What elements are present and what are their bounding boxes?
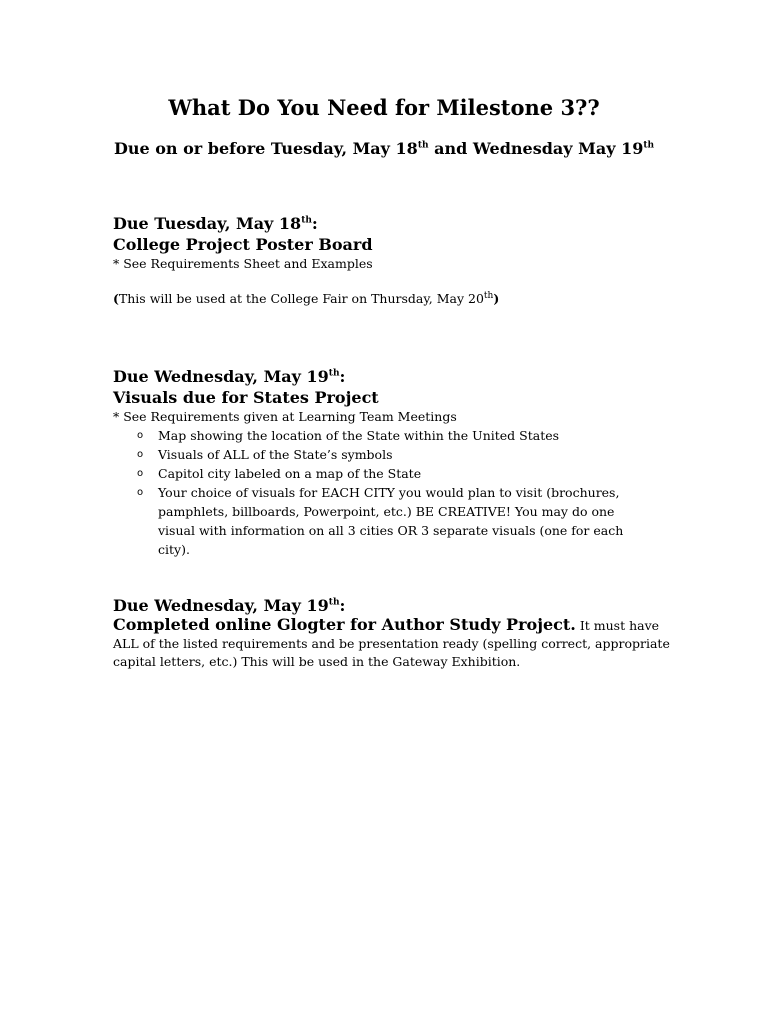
bullet-circle-icon: o [137,487,144,498]
subtitle-sup-1: th [417,140,429,151]
section1-note: * See Requirements Sheet and Examples [113,256,373,271]
section-states-project [113,366,673,559]
bullet-circle-icon: o [137,449,144,460]
section2-due-sup: th [328,368,340,379]
section2-heading: Visuals due for States Project [113,388,379,407]
section3-due-colon: : [339,596,346,615]
list-item-text: Your choice of visuals for EACH CITY you would plan to visit (brochures, pamphlets, billboards, Powerpoint, etc.) BE CREATIVE! You may do one visual with information on all 3 cities OR 3 separate visuals (one for each city). [158,485,624,557]
subtitle-text-2: and Wednesday May 19 [428,139,644,158]
list-item-text: Visuals of ALL of the State’s symbols [158,447,393,462]
section1-paren-text: This will be used at the College Fair on Thursday, May 20 [118,291,484,306]
subtitle-sup-2: th [643,140,655,151]
page-title: What Do You Need for Milestone 3?? [168,95,600,120]
section3-due-text: Due Wednesday, May 19 [113,596,329,615]
section2-note: * See Requirements given at Learning Team Meetings [113,409,457,424]
section3-due-heading [113,595,673,616]
section1-paren-sup: th [483,290,494,301]
section2-due-text: Due Wednesday, May 19 [113,367,329,386]
section-author-study [113,595,673,671]
list-item-text: Map showing the location of the State within the United States [158,428,560,443]
section1-paren-close: ) [493,291,500,306]
list-item [113,426,628,445]
section1-heading: College Project Poster Board [113,235,373,254]
section3-paragraph [113,616,673,671]
section3-body: It must have ALL of the listed requirements and be presentation ready (spelling correct, appropriate capital letters, etc.) This will be used in the Gateway Exhibition. [113,618,670,669]
list-item-text: Capitol city labeled on a map of the State [158,466,422,481]
list-item [113,483,628,559]
bullet-circle-icon: o [137,430,144,441]
section1-due-heading [113,213,673,234]
section2-due-heading [113,366,673,387]
section3-heading: Completed online Glogter for Author Study Project. [113,615,576,634]
section2-due-colon: : [339,367,346,386]
section1-due-text: Due Tuesday, May 18 [113,214,302,233]
section1-due-sup: th [301,215,312,226]
bullet-circle-icon: o [137,468,144,479]
list-item [113,445,628,464]
section1-due-colon: : [311,214,318,233]
states-requirements-list [113,426,673,559]
section3-due-sup: th [328,597,340,608]
list-item [113,464,628,483]
subtitle-text-1: Due on or before Tuesday, May 18 [113,139,418,158]
section1-paren-open: ( [113,291,119,306]
section1-paren-note [113,290,673,308]
section-poster-board [113,213,673,308]
page-subtitle [0,138,768,160]
